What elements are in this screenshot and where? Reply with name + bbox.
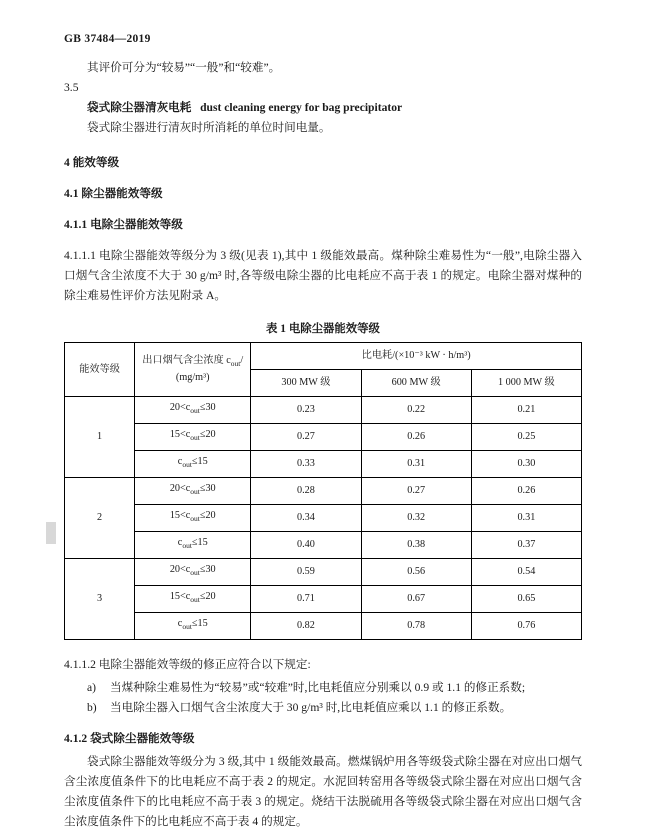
margin-change-bar <box>46 522 56 544</box>
term-3-5 <box>64 98 582 118</box>
cell-grade: 3 <box>65 559 135 640</box>
cell-p600: 0.67 <box>361 586 471 613</box>
cell-p1000: 0.65 <box>471 586 581 613</box>
section-number-3-5: 3.5 <box>64 81 79 94</box>
cell-concentration: $15<c_{out}\le 20$ <box>135 424 251 451</box>
list-item-label: a) <box>87 681 97 694</box>
cell-p300: 0.40 <box>251 532 361 559</box>
list-item-text: 当煤种除尘难易性为“较易”或“较难”时,比电耗值应分别乘以 0.9 或 1.1 的修正系数; <box>110 681 526 694</box>
cell-p1000: 0.37 <box>471 532 581 559</box>
cell-grade: 2 <box>65 478 135 559</box>
header-power-group: 比电耗/(×10⁻³ kW · h/m³) <box>251 343 582 370</box>
cell-concentration: $15<c_{out}\le 20$ <box>135 505 251 532</box>
table-row <box>65 586 582 613</box>
cell-p600: 0.26 <box>361 424 471 451</box>
heading-4-1-1: 4.1.1 电除尘器能效等级 <box>64 218 183 231</box>
cell-p1000: 0.30 <box>471 451 581 478</box>
cell-p600: 0.22 <box>361 397 471 424</box>
cell-p300: 0.23 <box>251 397 361 424</box>
cell-concentration: $c_{out}\le 15$ <box>135 451 251 478</box>
cell-concentration: $c_{out}\le 15$ <box>135 532 251 559</box>
header-grade: 能效等级 <box>65 343 135 397</box>
cell-p300: 0.34 <box>251 505 361 532</box>
cell-grade: 1 <box>65 397 135 478</box>
paragraph-4-1-1-2: 4.1.1.2 电除尘器能效等级的修正应符合以下规定: <box>64 658 311 671</box>
table-row <box>65 532 582 559</box>
cell-p600: 0.31 <box>361 451 471 478</box>
cell-p1000: 0.31 <box>471 505 581 532</box>
table-caption: 表 1 电除尘器能效等级 <box>266 323 380 335</box>
cell-concentration: $20<c_{out}\le 30$ <box>135 559 251 586</box>
cell-p300: 0.33 <box>251 451 361 478</box>
cell-p1000: 0.25 <box>471 424 581 451</box>
cell-p600: 0.32 <box>361 505 471 532</box>
paragraph-4-1-1-1: 4.1.1.1 电除尘器能效等级分为 3 级(见表 1),其中 1 级能效最高。煤种除尘难易性为“一般”,电除尘器入口烟气含尘浓度不大于 30 g/m³ 时,各等级电除尘器的比电耗应不高于表 1 的规定。电除尘器对煤种的除尘难易性评价方法见附录 A。 <box>64 249 582 302</box>
cell-concentration: $20<c_{out}\le 30$ <box>135 478 251 505</box>
table-header-row-1 <box>65 343 582 370</box>
cell-p600: 0.56 <box>361 559 471 586</box>
list-item-text: 当电除尘器入口烟气含尘浓度大于 30 g/m³ 时,比电耗值应乘以 1.1 的修正系数。 <box>110 701 512 714</box>
cell-p300: 0.27 <box>251 424 361 451</box>
efficiency-grade-table <box>64 342 582 640</box>
list-item-label: b) <box>87 701 97 714</box>
header-concentration: 出口烟气含尘浓度 $c_{out}/$ (mg/m³) <box>135 343 251 397</box>
header-600mw: 600 MW 级 <box>361 370 471 397</box>
page-header: GB 37484—2019 <box>64 33 151 45</box>
cell-p300: 0.59 <box>251 559 361 586</box>
cell-p1000: 0.54 <box>471 559 581 586</box>
cell-concentration: $20<c_{out}\le 30$ <box>135 397 251 424</box>
header-300mw: 300 MW 级 <box>251 370 361 397</box>
cell-concentration: $15<c_{out}\le 20$ <box>135 586 251 613</box>
cell-p1000: 0.26 <box>471 478 581 505</box>
term-definition: 袋式除尘器进行清灰时所消耗的单位时间电量。 <box>87 121 331 134</box>
cell-p600: 0.27 <box>361 478 471 505</box>
cell-p1000: 0.21 <box>471 397 581 424</box>
table-row <box>65 559 582 586</box>
heading-4: 4 能效等级 <box>64 156 120 169</box>
cell-p300: 0.71 <box>251 586 361 613</box>
table-row <box>65 424 582 451</box>
heading-4-1: 4.1 除尘器能效等级 <box>64 187 163 200</box>
page-content <box>64 58 582 832</box>
cell-concentration: $c_{out}\le 15$ <box>135 613 251 640</box>
cell-p300: 0.28 <box>251 478 361 505</box>
list-item <box>64 698 582 718</box>
table-row <box>65 478 582 505</box>
list-item <box>64 678 582 698</box>
header-1000mw: 1 000 MW 级 <box>471 370 581 397</box>
table-body <box>65 397 582 640</box>
table-row <box>65 505 582 532</box>
paragraph-4-1-2: 袋式除尘器能效等级分为 3 级,其中 1 级能效最高。燃煤锅炉用各等级袋式除尘器在对应出口烟气含尘浓度值条件下的比电耗应不高于表 2 的规定。水泥回转窑用各等级袋式除尘器在对应出口烟气含尘浓度值条件下的比电耗应不高于表 3 的规定。烧结干法脱硫用各等级袋式除尘器在对应出口烟气含尘浓度值条件下的比电耗应不高于表 4 的规定。 <box>64 755 582 828</box>
term-english: dust cleaning energy for bag precipitator <box>200 101 403 114</box>
cell-p600: 0.78 <box>361 613 471 640</box>
cell-p600: 0.38 <box>361 532 471 559</box>
term-chinese: 袋式除尘器清灰电耗 <box>87 101 192 114</box>
table-row <box>65 613 582 640</box>
table-row <box>65 397 582 424</box>
paragraph-evaluation: 其评价可分为“较易”“一般”和“较难”。 <box>87 61 281 74</box>
cell-p300: 0.82 <box>251 613 361 640</box>
table-row <box>65 451 582 478</box>
cell-p1000: 0.76 <box>471 613 581 640</box>
heading-4-1-2: 4.1.2 袋式除尘器能效等级 <box>64 732 195 745</box>
